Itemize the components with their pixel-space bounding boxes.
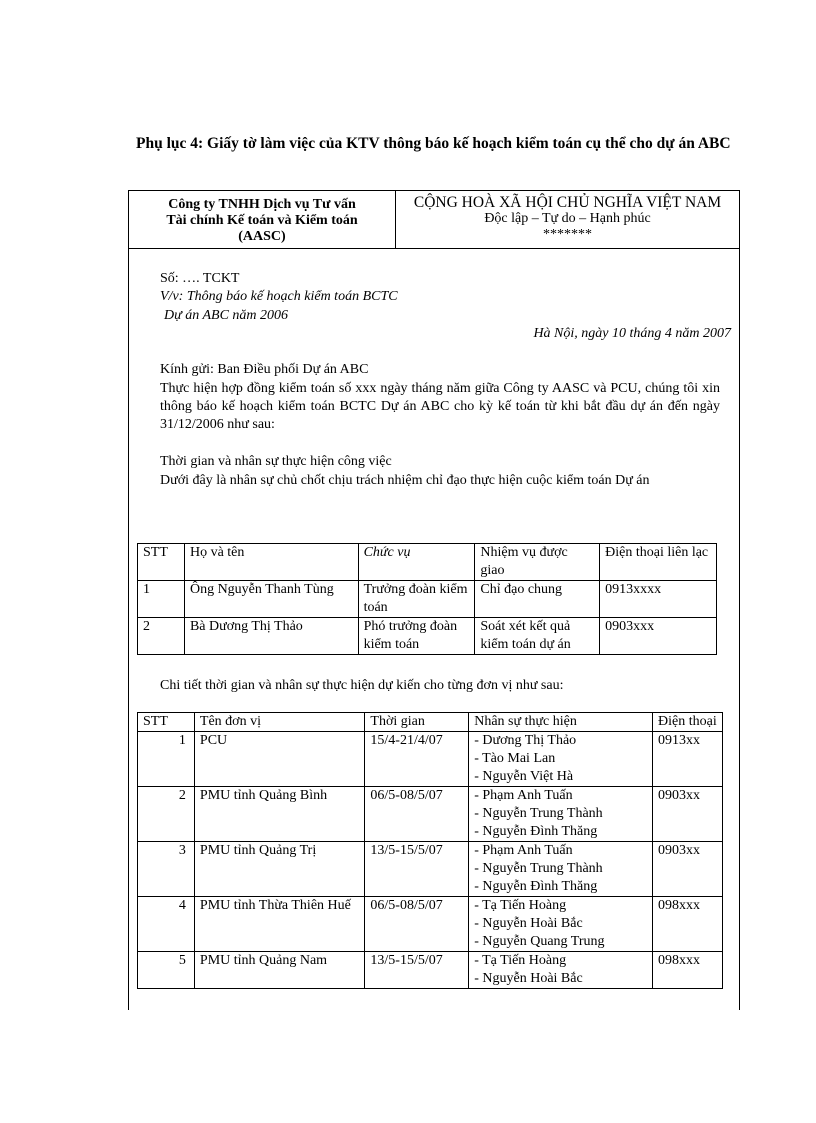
table-header-row <box>138 544 717 581</box>
letter-date: Hà Nội, ngày 10 tháng 4 năm 2007 <box>533 326 731 341</box>
cell-time: 13/5-15/5/07 <box>365 952 469 989</box>
document-number: Số: …. TCKT <box>160 271 240 286</box>
company-line: (AASC) <box>238 229 286 244</box>
table-row <box>138 952 723 989</box>
cell-phone: 0903xx <box>653 842 723 897</box>
unit-schedule-table <box>137 712 723 989</box>
header-cell: Điện thoại liên lạc <box>600 544 717 581</box>
cell-stt: 2 <box>138 787 195 842</box>
subject-line-1: V/v: Thông báo kế hoạch kiểm toán BCTC <box>160 289 398 304</box>
staff-member: - Phạm Anh Tuấn <box>474 843 573 858</box>
staff-member: - Nguyễn Hoài Bắc <box>474 916 583 931</box>
staff-member: - Nguyễn Trung Thành <box>474 806 603 821</box>
company-line: Tài chính Kế toán và Kiểm toán <box>166 213 358 228</box>
staff-member: - Nguyễn Đình Thăng <box>474 879 598 894</box>
cell-stt: 1 <box>138 732 195 787</box>
cell-position: Trưởng đoàn kiểm toán <box>358 581 475 618</box>
company-line: Công ty TNHH Dịch vụ Tư vấn <box>168 197 356 212</box>
header-cell: Điện thoại <box>653 713 723 732</box>
cell-staff <box>469 952 653 989</box>
table-row <box>138 618 717 655</box>
cell-name: Bà Dương Thị Thảo <box>184 618 358 655</box>
cell-phone: 098xxx <box>653 952 723 989</box>
cell-unit: PMU tỉnh Thừa Thiên Huế <box>194 897 365 952</box>
section-title: Thời gian và nhân sự thực hiện công việc <box>160 454 392 469</box>
cell-time: 06/5-08/5/07 <box>365 897 469 952</box>
cell-unit: PMU tỉnh Quảng Bình <box>194 787 365 842</box>
cell-unit: PMU tỉnh Quảng Trị <box>194 842 365 897</box>
table-header-row <box>138 713 723 732</box>
cell-phone: 0903xxx <box>600 618 717 655</box>
staff-table <box>137 543 717 655</box>
appendix-heading: Phụ lục 4: Giấy tờ làm việc của KTV thông báo kế hoạch kiểm toán cụ thể cho dự án ABC <box>136 135 731 152</box>
cell-task: Chỉ đạo chung <box>475 581 600 618</box>
cell-phone: 098xxx <box>653 897 723 952</box>
document-frame <box>128 190 740 1010</box>
cell-unit: PCU <box>194 732 365 787</box>
staff-member: - Nguyễn Trung Thành <box>474 861 603 876</box>
cell-phone: 0903xx <box>653 787 723 842</box>
subject-line-2: Dự án ABC năm 2006 <box>164 308 289 323</box>
cell-unit: PMU tỉnh Quảng Nam <box>194 952 365 989</box>
republic-block <box>396 191 739 249</box>
cell-time: 13/5-15/5/07 <box>365 842 469 897</box>
header-cell: Thời gian <box>365 713 469 732</box>
staff-member: - Dương Thị Thảo <box>474 733 577 748</box>
staff-intro: Dưới đây là nhân sự chủ chốt chịu trách nhiệm chỉ đạo thực hiện cuộc kiểm toán Dự án <box>160 473 650 488</box>
header-cell: Tên đơn vị <box>194 713 365 732</box>
detail-intro: Chi tiết thời gian và nhân sự thực hiện dự kiến cho từng đơn vị như sau: <box>160 678 564 693</box>
cell-stt: 3 <box>138 842 195 897</box>
staff-member: - Tạ Tiến Hoàng <box>474 953 567 968</box>
cell-stt: 2 <box>138 618 185 655</box>
cell-stt: 5 <box>138 952 195 989</box>
table-row <box>138 842 723 897</box>
cell-staff <box>469 897 653 952</box>
staff-member: - Nguyễn Việt Hà <box>474 769 574 784</box>
cell-staff <box>469 732 653 787</box>
table-row <box>138 787 723 842</box>
staff-member: - Tào Mai Lan <box>474 751 556 766</box>
staff-member: - Nguyễn Hoài Bắc <box>474 971 583 986</box>
cell-time: 06/5-08/5/07 <box>365 787 469 842</box>
header-cell: STT <box>138 713 195 732</box>
cell-name: Ông Nguyễn Thanh Tùng <box>184 581 358 618</box>
staff-member: - Nguyễn Quang Trung <box>474 934 605 949</box>
recipient: Kính gửi: Ban Điều phối Dự án ABC <box>160 362 369 377</box>
header-cell: Chức vụ <box>358 544 475 581</box>
table-row <box>138 897 723 952</box>
cell-position: Phó trưởng đoàn kiểm toán <box>358 618 475 655</box>
intro-paragraph: Thực hiện hợp đồng kiểm toán số xxx ngày tháng năm giữa Công ty AASC và PCU, chúng tôi xin thông báo kế hoạch kiểm toán BCTC Dự án ABC cho kỳ kế toán từ khi bắt đầu dự án đến ngày 31/12/2006 như sau: <box>160 381 720 432</box>
header-cell: Họ và tên <box>184 544 358 581</box>
table-row <box>138 732 723 787</box>
cell-phone: 0913xxxx <box>600 581 717 618</box>
cell-staff <box>469 787 653 842</box>
cell-stt: 1 <box>138 581 185 618</box>
republic-stars: ******* <box>543 227 592 242</box>
company-block <box>129 191 396 249</box>
header-cell: STT <box>138 544 185 581</box>
cell-stt: 4 <box>138 897 195 952</box>
cell-phone: 0913xx <box>653 732 723 787</box>
table-row <box>138 581 717 618</box>
republic-title: CỘNG HOÀ XÃ HỘI CHỦ NGHĨA VIỆT NAM <box>413 194 722 211</box>
staff-member: - Tạ Tiến Hoàng <box>474 898 567 913</box>
staff-member: - Phạm Anh Tuấn <box>474 788 573 803</box>
cell-staff <box>469 842 653 897</box>
cell-time: 15/4-21/4/07 <box>365 732 469 787</box>
republic-motto: Độc lập – Tự do – Hạnh phúc <box>484 211 651 226</box>
header-cell: Nhân sự thực hiện <box>469 713 653 732</box>
staff-member: - Nguyễn Đình Thăng <box>474 824 598 839</box>
cell-task: Soát xét kết quả kiểm toán dự án <box>475 618 600 655</box>
header-cell: Nhiệm vụ được giao <box>475 544 600 581</box>
